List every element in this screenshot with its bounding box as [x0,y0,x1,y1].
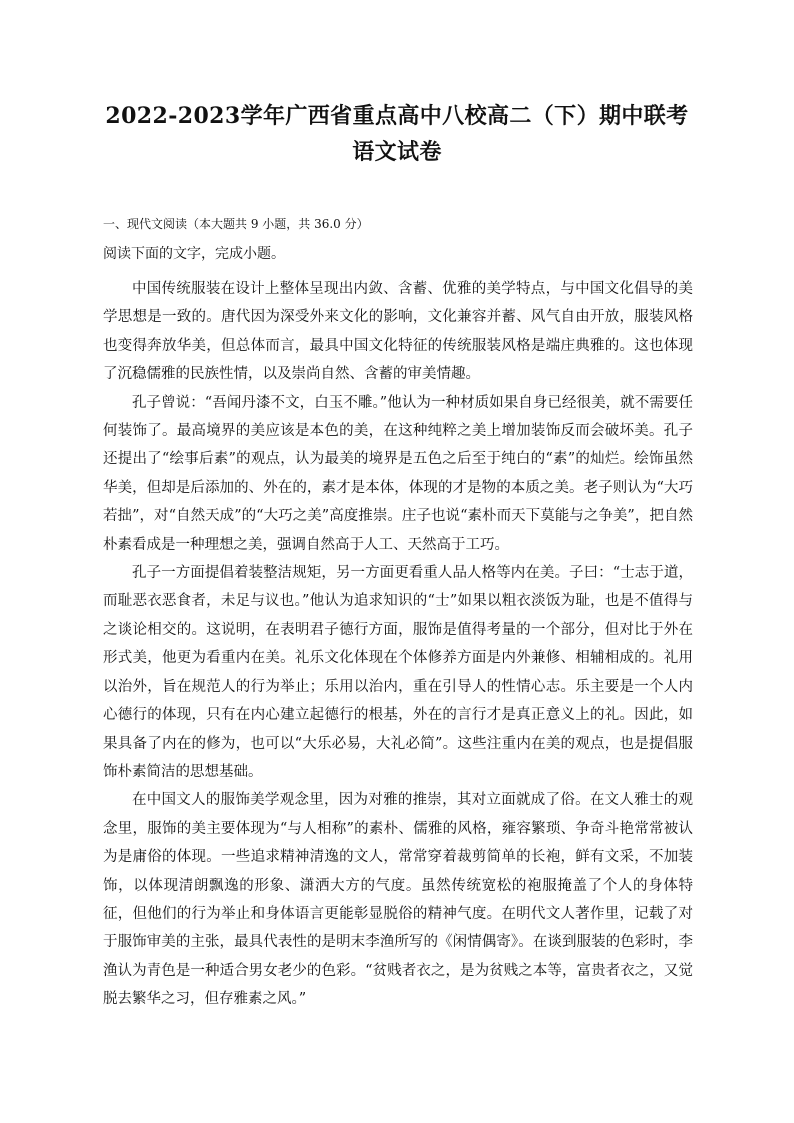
passage-paragraph-4: 在中国文人的服饰美学观念里，因为对雅的推崇，其对立面就成了俗。在文人雅士的观念里，服饰的美主要体现为“与人相称”的素朴、儒雅的风格，雍容繁琐、争奇斗艳常常被认为是庸俗的体现。一些追求精神清逸的文人，常常穿着裁剪简单的长袍，鲜有文采，不加装饰，以体现清朗飘逸的形象、潇洒大方的气度。虽然传统宽松的袍服掩盖了个人的身体特征，但他们的行为举止和身体语言更能彰显脱俗的精神气度。在明代文人著作里，记载了对于服饰审美的主张，最具代表性的是明末李渔所写的《闲情偶寄》。在谈到服装的色彩时，李渔认为青色是一种适合男女老少的色彩。“贫贱者衣之，是为贫贱之本等，富贵者衣之，又觉脱去繁华之习，但存雅素之风。” [103,792,693,1008]
passage-paragraph-3: 孔子一方面提倡着装整洁规矩，另一方面更看重人品人格等内在美。子曰：“士志于道，而耻恶衣恶食者，未足与议也。”他认为追求知识的“士”如果以粗衣淡饭为耻，也是不值得与之谈论相交的。这说明，在表明君子德行方面，服饰是值得考量的一个部分，但对比于外在形式美，他更为看重内在美。礼乐文化体现在个体修养方面是内外兼修、相辅相成的。礼用以治外，旨在规范人的行为举止；乐用以治内，重在引导人的性情心志。乐主要是一个人内心德行的体现，只有在内心建立起德行的根基，外在的言行才是真正意义上的礼。因此，如果具备了内在的修为，也可以“大乐必易，大礼必简”。这些注重内在美的观点，也是提倡服饰朴素简洁的思想基础。 [103,565,693,780]
passage-paragraph-1: 中国传统服装在设计上整体呈现出内敛、含蓄、优雅的美学特点，与中国文化倡导的美学思想是一致的。唐代因为深受外来文化的影响，文化兼容并蓄、风气自由开放，服装风格也变得奔放华美，但总体而言，最具中国文化特征的传统服装风格是端庄典雅的。这也体现了沉稳儒雅的民族性情，以及崇尚自然、含蓄的审美情趣。 [103,281,693,383]
reading-passage [103,275,693,1014]
section-heading: 一、现代文阅读（本大题共 9 小题，共 36.0 分） [103,217,369,231]
document-title: 2022-2023学年广西省重点高中八校高二（下）期中联考语文试卷 [105,103,689,165]
passage-paragraph-2: 孔子曾说：“吾闻丹漆不文，白玉不雕。”他认为一种材质如果自身已经很美，就不需要任何装饰了。最高境界的美应该是本色的美，在这种纯粹之美上增加装饰反而会破坏美。孔子还提出了“绘事后素”的观点，认为最美的境界是五色之后至于纯白的“素”的灿烂。绘饰虽然华美，但却是后添加的、外在的，素才是本体，体现的才是物的本质之美。老子则认为“大巧若拙”，对“自然天成”的“大巧之美”高度推崇。庄子也说“素朴而天下莫能与之争美”，把自然朴素看成是一种理想之美，强调自然高于人工、天然高于工巧。 [103,394,693,553]
reading-instruction: 阅读下面的文字，完成小题。 [103,246,285,262]
